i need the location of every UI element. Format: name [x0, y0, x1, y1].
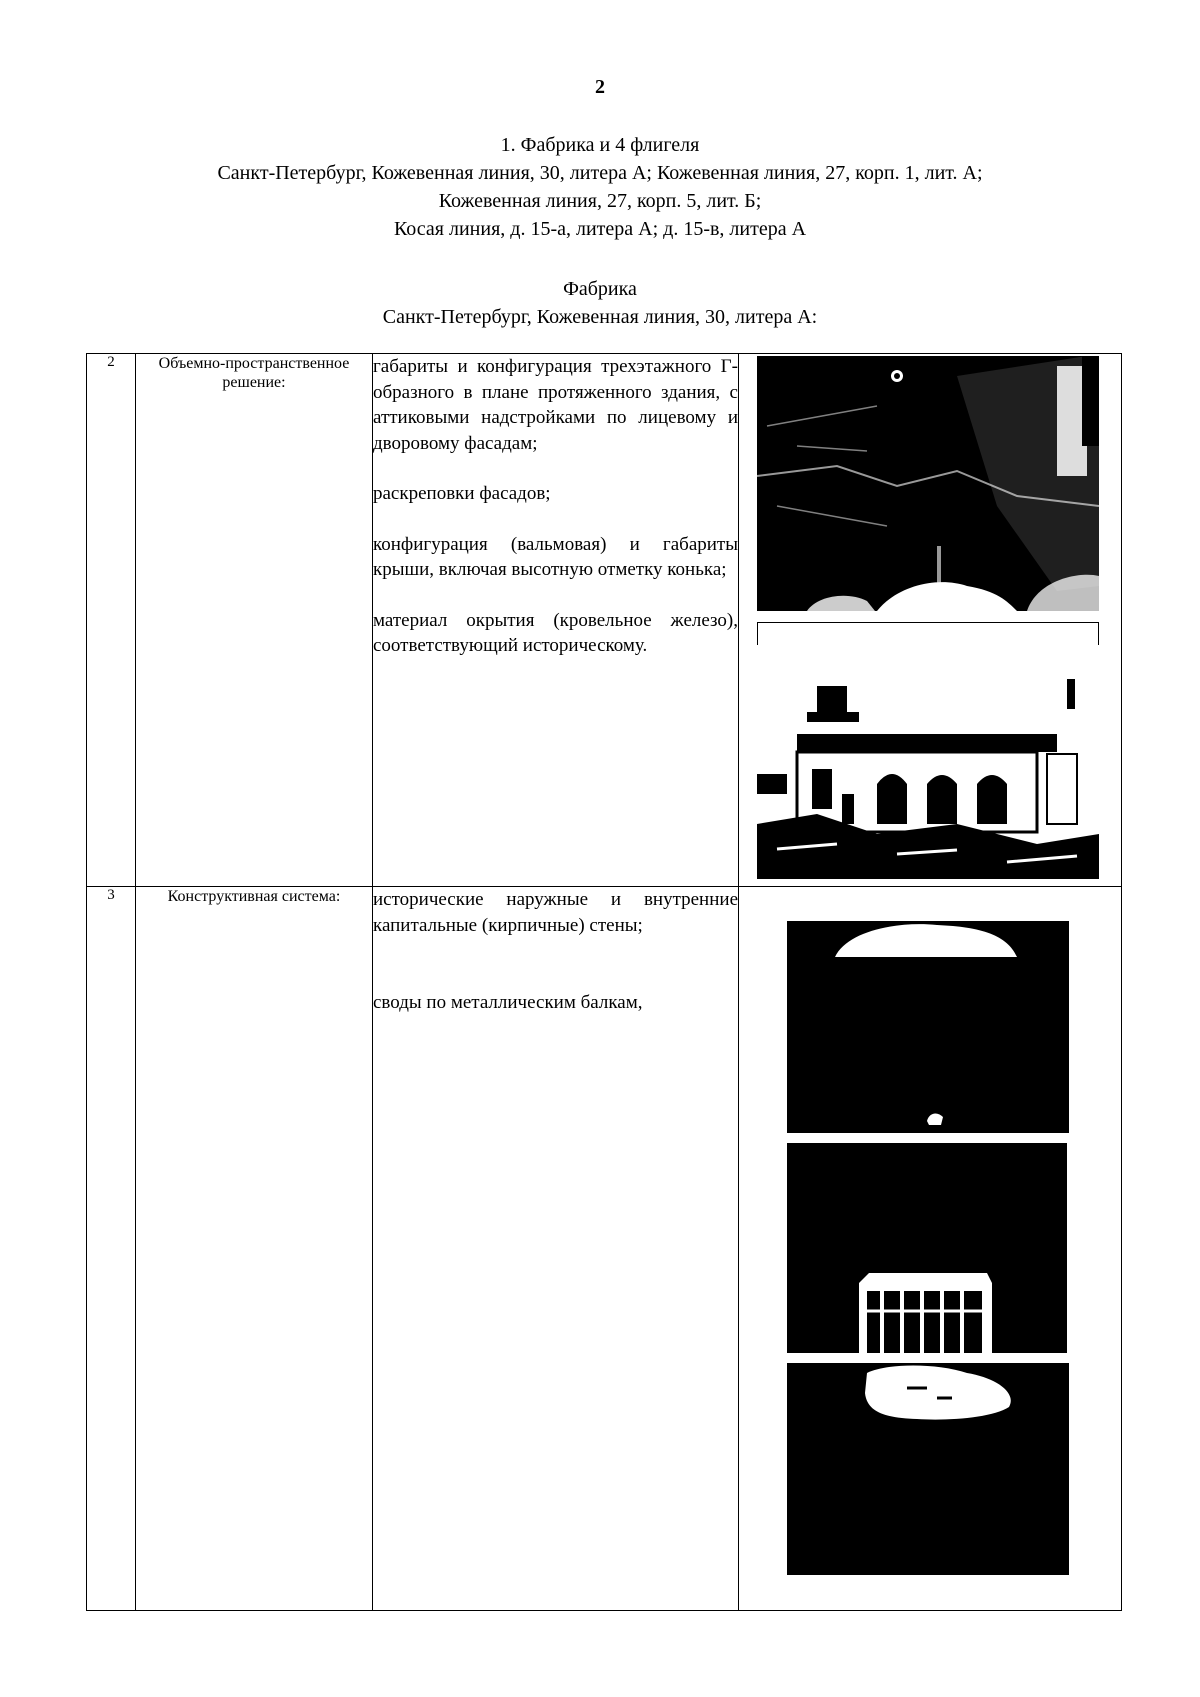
description-item: исторические наружные и внутренние капитальные (кирпичные) стены;: [373, 889, 738, 936]
photo-cell: [739, 354, 1122, 887]
description-item: конфигурация (вальмовая) и габариты крыши, включая высотную отметку конька;: [373, 533, 738, 580]
row-description: [373, 887, 739, 1611]
row-number: 2: [87, 354, 136, 887]
page-number: 2: [595, 76, 605, 98]
heading-address-line: Косая линия, д. 15-а, литера А; д. 15-в, литера А: [393, 218, 807, 240]
heading-item-title: 1. Фабрика и 4 флигеля: [500, 134, 700, 156]
description-item: габариты и конфигурация трехэтажного Г-образного в плане протяженного здания, с аттиковыми надстройками по лицевому и дворовому фасадам;: [373, 356, 738, 454]
section-title: Фабрика: [563, 278, 637, 300]
table-row: [87, 354, 1122, 887]
description-item: своды по металлическим балкам,: [373, 992, 643, 1013]
facade-photo: [757, 356, 1099, 611]
description-item: раскреповки фасадов;: [373, 483, 551, 504]
table-row: [87, 887, 1122, 1611]
protected-features-table: [86, 353, 1122, 1611]
vault-photo: [787, 921, 1069, 1133]
row-label: Конструктивная система:: [136, 887, 373, 1611]
section-heading: [0, 275, 1200, 331]
row-description: [373, 354, 739, 887]
row-label: Объемно-пространственное решение:: [136, 354, 373, 887]
row-number: 3: [87, 887, 136, 1611]
description-item: материал окрытия (кровельное железо), соответствующий историческому.: [373, 609, 738, 656]
section-address: Санкт-Петербург, Кожевенная линия, 30, литера А:: [382, 306, 818, 328]
ceiling-photo: [787, 1363, 1069, 1575]
document-heading: [0, 131, 1200, 243]
heading-address-line: Санкт-Петербург, Кожевенная линия, 30, литера А; Кожевенная линия, 27, корп. 1, лит. А;: [217, 162, 983, 184]
building-photo: [757, 674, 1099, 879]
window-photo: [787, 1143, 1067, 1353]
photo-cell: [739, 887, 1122, 1611]
heading-address-line: Кожевенная линия, 27, корп. 5, лит. Б;: [438, 190, 762, 212]
photo-frame: [757, 622, 1099, 645]
